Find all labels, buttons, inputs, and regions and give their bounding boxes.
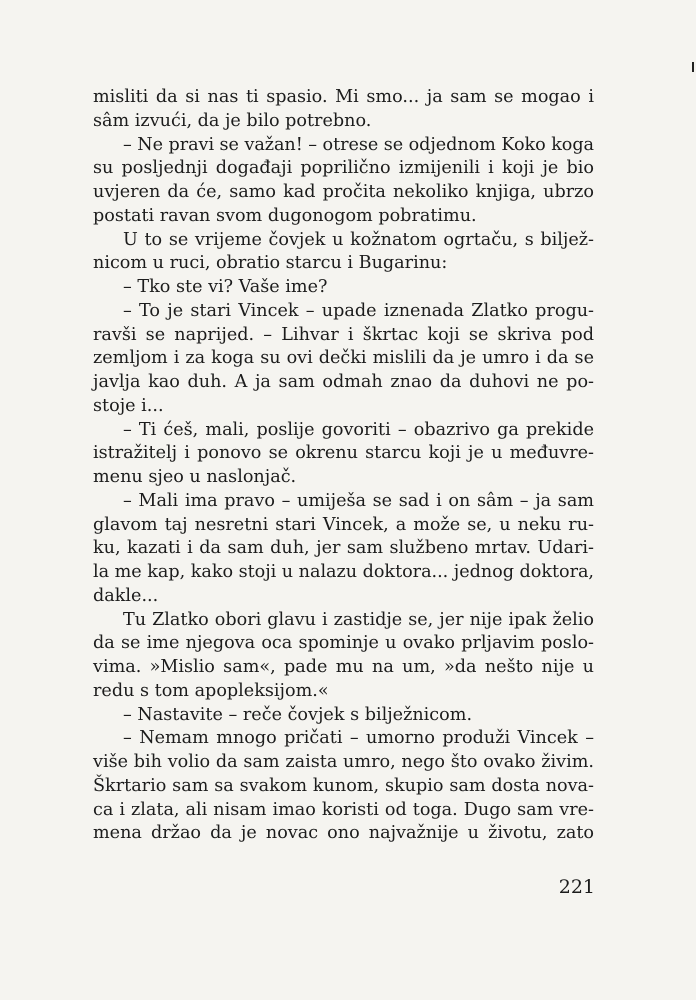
text-line: ravši se naprijed. – Lihvar i škrtac koji se skriva pod [93,324,594,345]
text-line: javlja kao duh. A ja sam odmah znao da duhovi ne po- [93,372,594,392]
text-line: – Nastavite – reče čovjek s bilježnicom. [123,704,473,725]
text-line: nicom u ruci, obratio starcu i Bugarinu: [93,253,448,274]
text-line: uvjeren da će, samo kad pročita nekoliko knjiga, ubrzo [93,182,594,202]
text-line: su posljednji događaji poprilično izmijenili i koji je bio [93,158,594,179]
text-line: – Nemam mnogo pričati – umorno produži Vincek – [123,728,594,749]
text-line: la me kap, kako stoji u nalazu doktora... jednog doktora, [93,562,594,582]
text-line: glavom taj nesretni stari Vincek, a može se, u neku ru- [93,514,594,535]
text-line: stoje i... [93,395,164,416]
text-line: više bih volio da sam zaista umro, nego što ovako živim. [93,752,594,772]
text-line: mena držao da je novac ono najvažnije u životu, zato [93,823,594,844]
text-line: misliti da si nas ti spasio. Mi smo... ja sam se mogao i [93,87,594,107]
body-text [93,86,594,846]
text-line: postati ravan svom dugonogom pobratimu. [93,205,477,226]
page-number: 221 [558,876,595,898]
text-line: Škrtario sam sa svakom kunom, skupio sam dosta nova- [93,775,594,796]
text-line: – Ti ćeš, mali, poslije govoriti – obazrivo ga prekide [123,419,594,440]
text-line: redu s tom apopleksijom.« [93,680,329,701]
text-line: – Tko ste vi? Vaše ime? [123,277,328,297]
text-line: sâm izvući, da je bilo potrebno. [93,110,372,131]
text-line: ca i zlata, ali nisam imao koristi od toga. Dugo sam vre- [93,799,594,820]
text-line: ku, kazati i da sam duh, jer sam službeno mrtav. Udari- [93,538,594,559]
text-line: vima. »Mislio sam«, pade mu na um, »da nešto nije u [93,657,594,677]
text-line: da se ime njegova oca spominje u ovako prljavim poslo- [93,633,594,654]
text-line: Tu Zlatko obori glavu i zastidje se, jer nije ipak želio [123,609,594,630]
text-line: U to se vrijeme čovjek u kožnatom ogrtaču, s biljež- [123,229,594,250]
text-line: – Mali ima pravo – umiješa se sad i on sâm – ja sam [123,490,594,511]
text-line: menu sjeo u naslonjač. [93,467,297,487]
text-line: – Ne pravi se važan! – otrese se odjednom Koko koga [123,134,595,155]
text-line: dakle... [93,585,159,606]
text-line: istražitelj i ponovo se okrenu starcu koji je u međuvre- [93,443,594,464]
text-line: – To je stari Vincek – upade iznenada Zlatko progu- [123,300,594,321]
page-edge-mark [692,62,694,72]
text-line: zemljom i za koga su ovi dečki mislili da je umro i da se [93,348,594,369]
